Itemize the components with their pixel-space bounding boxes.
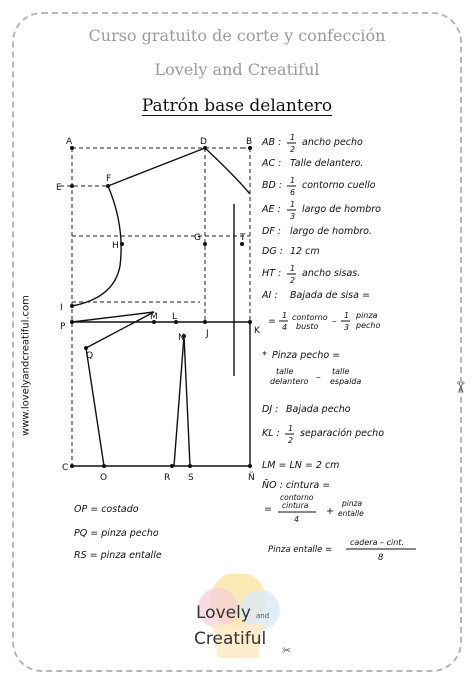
brand-name: Lovely and Creatiful [154,60,320,79]
point-k-label: K [254,326,260,336]
point-p-label: P [60,322,66,332]
formula-ai2-t1b: busto [296,322,319,331]
point-d-label: D [200,137,207,147]
formula-pinza-b1: talle [332,367,350,376]
website-url[interactable]: www.lovelyandcreatiful.com [20,295,32,436]
formula-ae-num: 1 [290,200,296,209]
formula-ht-label: HT : [262,268,282,279]
formula-rs-text: RS = pinza entalle [74,550,162,561]
formula-kl-label: KL : [262,428,280,439]
formula-ab-label: AB : [262,137,282,148]
formula-ai2-eq: = [268,316,276,327]
formula-ai2-den2: 3 [344,323,350,332]
formula-ac-text: Talle delantero. [290,158,364,169]
formula-pe-num: cadera – cint. [350,538,404,547]
formula-df-label: DF : [262,226,281,237]
course-title: Curso gratuito de corte y confección [88,26,386,45]
formula-pinza-star: * [262,350,267,361]
formula-dg-text: 12 cm [290,246,320,257]
point-c-label: C [62,463,69,473]
formula-bd-den: 6 [290,188,296,197]
point-e-label: E [56,183,62,193]
formula-bd-num: 1 [290,176,296,185]
formula-no2-eq: = [264,504,272,515]
formula-bd-label: BD : [262,180,283,191]
formula-kl-text: separación pecho [300,428,385,439]
point-f-label: F [106,174,112,184]
logo-scissors-icon: ✂ [282,644,292,657]
formula-pinza-a1: talle [276,367,294,376]
point-b-label: B [246,137,253,147]
point-n-label: N [178,333,185,343]
formula-ai2-num1: 1 [282,311,288,320]
formula-kl-den: 2 [288,436,294,445]
formula-no-text: ÑO : cintura = [262,480,331,491]
point-i-label: I [60,303,63,313]
formula-ac-label: AC : [262,158,282,169]
formula-ht-num: 1 [290,264,296,273]
formula-ai2-minus: – [332,316,337,327]
formula-ab-num: 1 [290,133,296,142]
formula-ai-label: AI : [262,290,278,301]
formula-no2-den1: 4 [294,515,300,524]
formula-pq-text: PQ = pinza pecho [74,528,159,539]
formula-bd-text: contorno cuello [302,180,376,191]
formula-op-text: OP = costado [74,504,139,515]
logo-line2: Creatiful [194,629,267,649]
brand-logo [168,574,308,666]
formula-pinza-minus: – [316,372,321,383]
formula-kl-num: 1 [288,424,294,433]
formula-dg-label: DG : [262,246,283,257]
pattern-sheet [50,126,424,566]
formula-ae-label: AE : [262,204,281,215]
point-s-label: S [188,473,194,483]
formula-ai2-t2b: pecho [356,321,381,330]
formula-ai2-t1a: contorno [292,313,328,322]
formula-ai-text: Bajada de sisa = [290,290,370,301]
point-r-label: R [164,473,171,483]
point-a-label: A [66,137,73,147]
formula-ae-text: largo de hombro [302,204,381,215]
point-o-label: O [100,473,108,483]
point-q-label: Q [86,351,94,361]
formula-ht-text: ancho sisas. [302,268,361,279]
scissors-icon: ✂ [451,380,471,395]
formula-ae-den: 3 [290,212,296,221]
logo-and: and [256,612,270,620]
formula-no2-num1b: cintura [282,501,309,510]
formula-ab-den: 2 [290,145,296,154]
formula-ht-den: 2 [290,276,296,285]
logo-line1: Lovely [196,603,251,623]
formula-ab-text: ancho pecho [302,137,363,148]
formula-ai2-den1: 4 [282,323,288,332]
point-ntilde-label: Ñ [248,473,255,483]
formula-pe-den: 8 [378,553,384,563]
point-h-label: H [112,241,119,251]
formula-ai2-t2a: pinza [356,311,378,320]
formula-df-text: largo de hombro. [290,226,372,237]
formula-pinza-text: Pinza pecho = [272,350,341,361]
formula-dj-label: DJ : [262,404,279,415]
formula-pinza-b2: espalda [330,377,362,386]
point-g-label: G [194,233,201,243]
point-t-label: T [240,233,246,243]
point-m-label: M [150,312,158,322]
formula-no2-p1: pinza [342,499,363,508]
page-title: Patrón base delantero [141,96,333,116]
formula-dj-text: Bajada pecho [286,404,351,415]
formula-no2-num1a: contorno [280,493,314,502]
formula-ai2-num2: 1 [344,311,350,320]
formula-no2-plus: + [326,506,334,517]
formula-lm-text: LM = LN = 2 cm [262,460,340,471]
logo-graphic [168,574,308,666]
formula-pe-text: Pinza entalle = [268,545,333,555]
formula-pinza-a2: delantero [270,377,309,386]
point-j-label: J [206,329,209,339]
point-l-label: L [172,312,178,322]
pattern-drawing [50,126,424,566]
formula-no2-p2: entalle [338,509,364,518]
